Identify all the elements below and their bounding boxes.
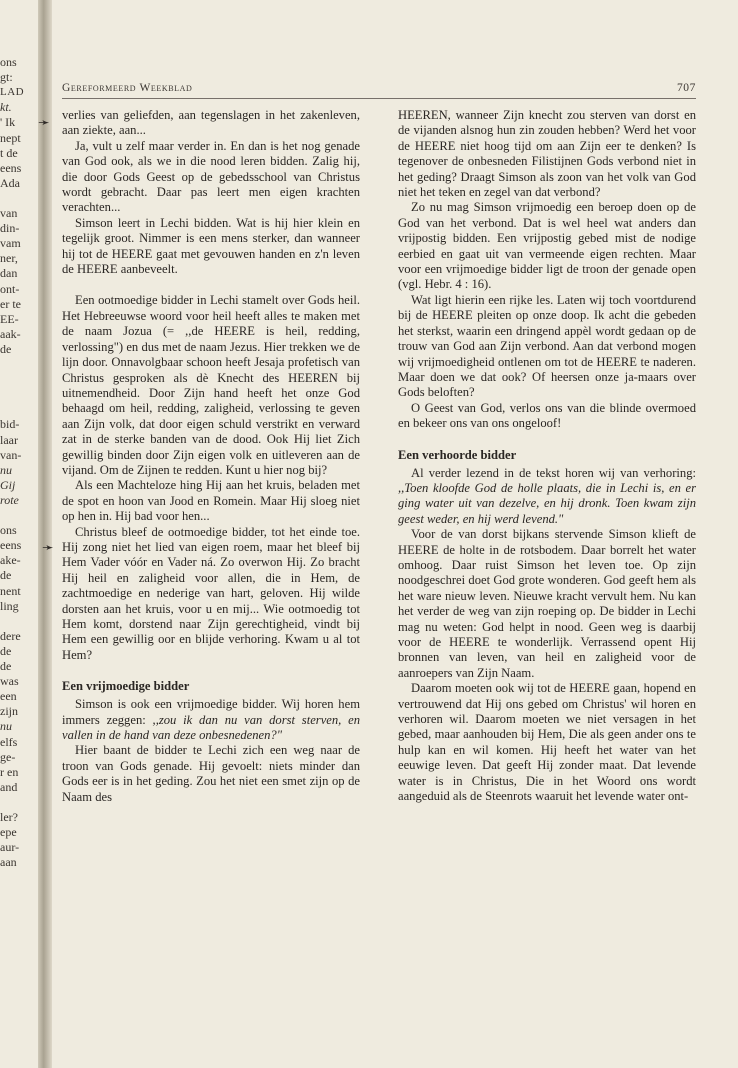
left-page-fragment: ge-: [0, 749, 16, 764]
article-column-right: [398, 108, 696, 804]
left-page-fragment: t de: [0, 145, 18, 160]
paragraph: [62, 697, 360, 743]
running-header: [62, 82, 696, 98]
left-page-header-fragment: LAD: [0, 86, 25, 98]
left-page-fragment: eens: [0, 538, 22, 553]
paragraph: [398, 466, 696, 528]
left-page-fragment: van: [0, 206, 18, 220]
paragraph: Simson leert in Lechi bidden. Wat is hij hier klein en tegelijk groot. Nimmer is een mens sterker, dan wanneer hij tot de HEERE gaat met gevouwen handen en z'n leven de HEERE aanbeveelt.: [62, 215, 360, 277]
left-page-fragment: nept: [0, 130, 21, 145]
left-page-fragment: elfs: [0, 734, 18, 749]
paragraph: Een ootmoedige bidder in Lechi stamelt over Gods heil. Het Hebreeuwse woord voor heil heeft alles te maken met de naam Jozua (= ,,de HEERE is heil, redding, verlossing") en dus met de naam Jezus. Hier trekken we de lijn door. Onnavolgbaar schoon heeft Jesaja profetisch van Christus gesproken als dè Knecht des HEEREN bij uitnemendheid. Door Zijn hand heeft het onze God behaagd om heil, redding, zaligheid, verlossing te geven aan Zijn volk, dat door eigen schuld verstrikt en verward zat in de sterke banden van de dood. Ook Hij liet Zich gewillig binden door Zijn eigen volk en uitleveren aan de vijand. Om de Zijnen te redden. Kunt u hier nog bij?: [62, 293, 360, 477]
paragraph: Christus bleef de ootmoedige bidder, tot het einde toe. Hij zong niet het lied van eigen roem, maar het bleef bij Hem Vader vóór en Vader ná. Zo overwon Hij. Zo bracht Hij heil en zaligheid voor allen, die in Hem, de zachtmoedige en nederige van hart, geloven. Hij wilde dorsten aan het kruis, voor u en mij... Wie ootmoedig tot Hem komt, dorstend naar Zijn gerechtigheid, vindt bij Hem een gewillig oor en blijde verhoring. Kwam u al tot Hem?: [62, 524, 360, 662]
paragraph: HEEREN, wanneer Zijn knecht zou sterven van dorst en de vijanden alsnog hun zin zouden hebben? Werd het voor de HEERE niet hoog tijd om aan Zijn eer te denken? Is tegenover de onbesneden Filistijnen Gods verbond niet in het geding? Draagt Simson als zoon van het volk van God niet het teken en zegel van dat verbond?: [398, 108, 696, 200]
left-page-fragment: van-: [0, 447, 22, 462]
paragraph-text: Simson is ook een vrijmoedige bidder. Wij horen hem immers zeggen:: [62, 697, 360, 727]
left-page-fragment: eens: [0, 160, 22, 175]
left-page-fragment: r en: [0, 764, 19, 779]
header-rule: [62, 98, 696, 99]
left-page-fragment: aak-: [0, 326, 21, 341]
section-heading: Een verhoorde bidder: [398, 447, 517, 462]
left-page-fragment: ons: [0, 55, 17, 69]
left-page-fragment: de: [0, 568, 12, 583]
margin-arrow-mark: ➛: [42, 541, 54, 556]
paragraph: Zo nu mag Simson vrijmoedig een beroep doen op de God van het verbond. Dat is wel heel wat anders dan vrijpostig bidden. Een vrijpostig gebed mist de nodige eerbied en gaat uit van vermeende eigen rechten. Maar voor een vrijmoedige bidder ligt de troon der genade open (vgl. Hebr. 4 : 16).: [398, 200, 696, 292]
scripture-quote: ,,Toen kloofde God de holle plaats, die in Lechi is, en er ging water uit van dezelve, en hij dronk. Toen kwam zijn geest weder, en hij werd levend.": [398, 480, 696, 526]
left-page-fragment: de: [0, 659, 12, 673]
scripture-quote: ,,zou ik dan nu van dorst sterven, en vallen in de hand van deze onbesnedenen?": [62, 712, 361, 743]
left-page-fragment: zijn: [0, 704, 18, 719]
left-page-strip: [0, 55, 40, 1015]
left-page-fragment: vam: [0, 236, 21, 251]
paragraph: Daarom moeten ook wij tot de HEERE gaan, hopend en vertrouwend dat Hij ons gebed om Christus' wil horen en verhoren wil. Daarom moeten we niet versagen in het gebed, maar aanhouden bij Hem, Die als geen ander ons te hulp kan en wil komen. Hij heeft het water van het eeuwige leven. Dat geeft Hij zonder maat. Dat levende water is in Christus, Die in het Woord ons wordt aangeduid als de Steenrots waaruit het levende water ont-: [398, 681, 696, 804]
left-page-fragment: kt.: [0, 100, 12, 115]
left-page-fragment: bid-: [0, 417, 20, 432]
left-page-fragment: de: [0, 643, 12, 658]
left-page-fragment: ler?: [0, 810, 18, 824]
paragraph: Ja, vult u zelf maar verder in. En dan is het nog genade van God ook, als we in die nood leren bidden. Zalig hij, die door Gods Geest op de gebedsschool van Christus wordt gebracht. Daar pas leert men eigen krachten verachten...: [62, 138, 360, 215]
paragraph: verlies van geliefden, aan tegenslagen in het zakenleven, aan ziekte, aan...: [62, 108, 360, 138]
left-page-fragment: ling: [0, 598, 19, 613]
left-page-fragment: was: [0, 674, 19, 689]
left-page-fragment: and: [0, 779, 18, 794]
paragraph-text: Al verder lezend in de tekst horen wij van verhoring:: [411, 465, 696, 480]
paragraph: Voor de van dorst bijkans stervende Simson klieft de HEERE de holte in de rotsbodem. Daar borrelt het water omhoog. Daar ruist Simson het leven toe. Op zijn noodgeschrei doet God grote wonderen. God geeft hem als het ware nieuw leven. Nieuwe kracht vervult hem. Nu kan het verder de weg van zijn roeping op. De bidder in Lechi mag nu weten: God helpt in nood. Geen weg is daarbij voor de HEERE te wonderlijk. Verrassend opent Hij bronnen van leven, van heil en zaligheid voor de aanroepers van Zijn Naam.: [398, 527, 696, 680]
left-page-fragment: de: [0, 341, 12, 356]
paragraph: O Geest van God, verlos ons van die blinde overmoed en bekeer ons van ons ongeloof!: [398, 400, 696, 431]
left-page-fragment: ' Ik: [0, 115, 16, 130]
margin-arrow-mark: ➛: [38, 116, 50, 131]
left-page-fragment: dan: [0, 266, 18, 281]
left-page-fragment: epe: [0, 825, 17, 840]
left-page-fragment: din-: [0, 221, 20, 236]
paragraph: Wat ligt hierin een rijke les. Laten wij toch voortdurend bij de HEERE pleiten op onze doop. Ik acht die gebeden het sterkst, waarin een dringend appèl wordt gedaan op de trouw van God aan Zijn verbond. Aan dat verbond mogen wij vrijmoedigheid ontlenen om tot de HEERE te naderen. Maar doen we dat ook? Of heersen onze ja-maars over Gods beloften?: [398, 292, 696, 400]
left-page-fragment: er te: [0, 296, 21, 311]
left-page-fragment: gt:: [0, 70, 13, 85]
left-page-fragment: aan: [0, 855, 17, 870]
left-page-fragment: dere: [0, 628, 21, 643]
left-page-fragment: ons: [0, 523, 17, 538]
paragraph: Als een Machteloze hing Hij aan het kruis, beladen met de spot en hoon van Jood en Romein. Maar Hij sloeg niet op hen in. Hij bad voor hen...: [62, 478, 360, 524]
left-page-fragment: laar: [0, 432, 18, 447]
page-fold-shadow: [38, 0, 52, 1068]
left-page-fragment: nu: [0, 719, 12, 734]
journal-title: Gereformeerd Weekblad: [62, 82, 193, 94]
paragraph: Hier baant de bidder te Lechi zich een weg naar de troon van Gods genade. Hij gevoelt: niets minder dan Gods eer is in het geding. Zou het niet een smet zijn op de Naam des: [62, 743, 360, 804]
page-number: 707: [676, 82, 696, 94]
left-page-fragment: EE-: [0, 311, 19, 326]
left-page-fragment: Gij: [0, 477, 16, 492]
left-page-fragment: ont-: [0, 281, 20, 296]
section-heading: Een vrijmoedige bidder: [62, 679, 190, 694]
left-page-fragment: ner,: [0, 251, 18, 266]
left-page-fragment: Ada: [0, 175, 20, 190]
left-page-fragment: ake-: [0, 553, 21, 568]
left-page-fragment: nent: [0, 583, 21, 598]
left-page-fragment: rote: [0, 492, 19, 507]
article-column-left: [62, 108, 360, 805]
left-page-fragment: nu: [0, 462, 12, 477]
left-page-fragment: aur-: [0, 840, 20, 855]
left-page-fragment: een: [0, 689, 17, 704]
